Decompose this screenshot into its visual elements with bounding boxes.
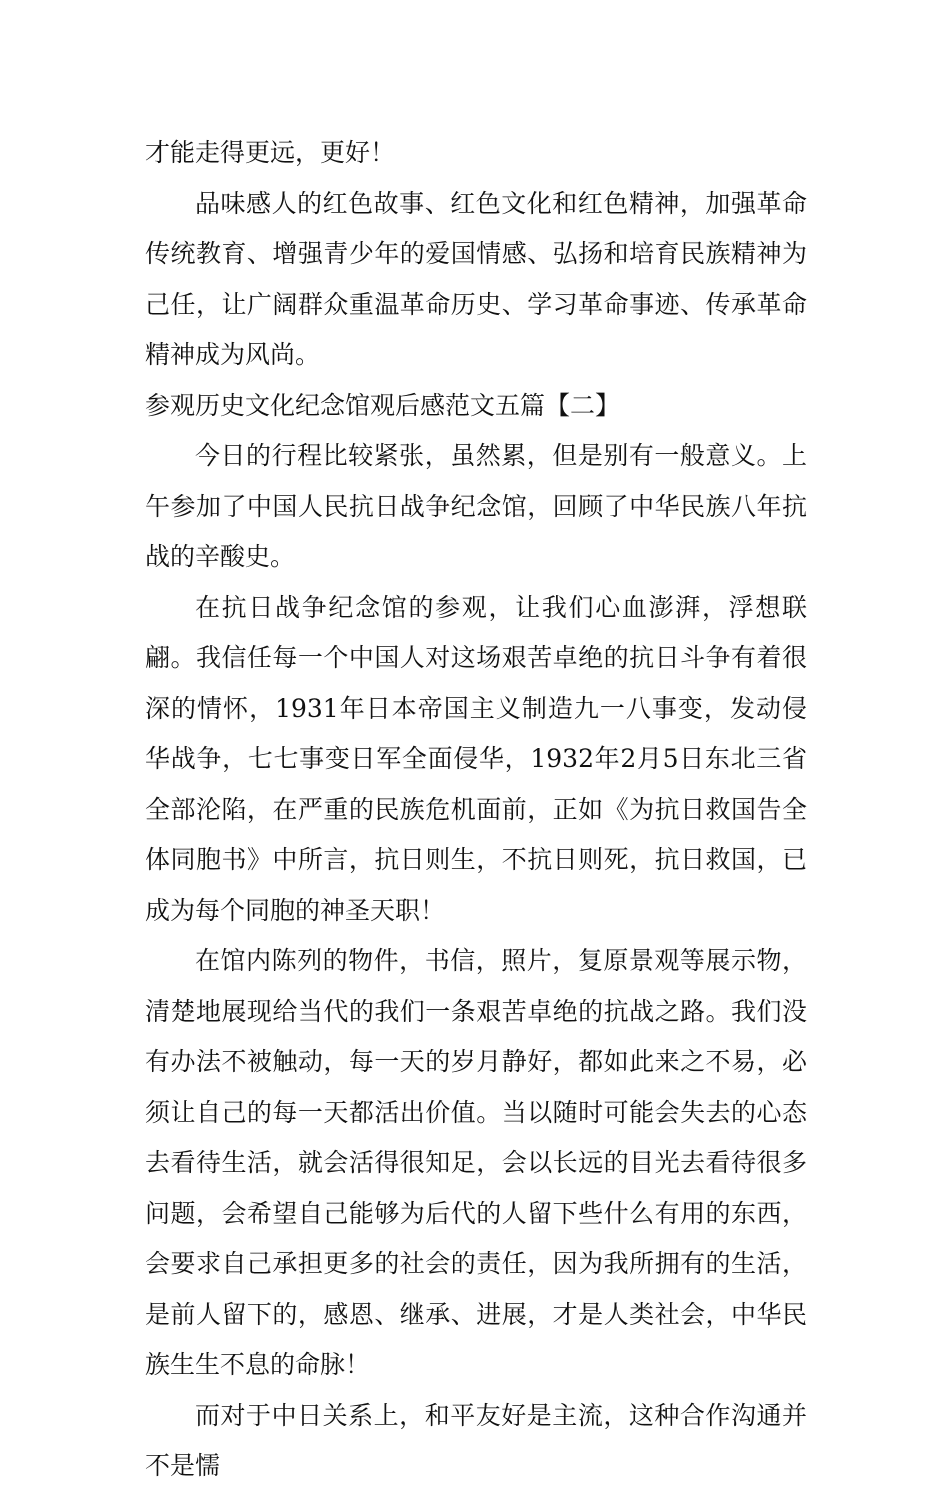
paragraph-exhibits: 在馆内陈列的物件，书信，照片，复原景观等展示物，清楚地展现给当代的我们一条艰苦卓绝的抗战之路。我们没有办法不被触动，每一天的岁月静好，都如此来之不易，必须让自己的每一天都活出价值。当以随时可能会失去的心态去看待生活，就会活得很知足，会以长远的目光去看待很多问题，会希望自己能够为后代的人留下些什么有用的东西，会要求自己承担更多的社会的责任，因为我所拥有的生活，是前人留下的，感恩、继承、进展，才是人类社会，中华民族生生不息的命脉！ <box>145 946 807 1379</box>
paragraph-red-culture: 品味感人的红色故事、红色文化和红色精神，加强革命传统教育、增强青少年的爱国情感、弘扬和培育民族精神为己任，让广阔群众重温革命历史、学习革命事迹、传承革命精神成为风尚。 <box>145 188 807 369</box>
paragraph-itinerary: 今日的行程比较紧张，虽然累，但是别有一般意义。上午参加了中国人民抗日战争纪念馆，回顾了中华民族八年抗战的辛酸史。 <box>145 441 807 571</box>
paragraph-sino-japanese-relations: 而对于中日关系上，和平友好是主流，这种合作沟通并不是懦 <box>145 1400 807 1480</box>
document-body <box>145 128 807 1492</box>
paragraph-museum-visit: 在抗日战争纪念馆的参观，让我们心血澎湃，浮想联翩。我信任每一个中国人对这场艰苦卓绝的抗日斗争有着很深的情怀，1931年日本帝国主义制造九一八事变，发动侵华战争，七七事变日军全面侵华，1932年2月5日东北三省全部沦陷，在严重的民族危机面前，正如《为抗日救国告全体同胞书》中所言，抗日则生，不抗日则死，抗日救国，已成为每个同胞的神圣天职！ <box>145 592 807 925</box>
section-heading: 参观历史文化纪念馆观后感范文五篇【二】 <box>145 390 621 420</box>
paragraph-continuation: 才能走得更远，更好！ <box>145 138 396 167</box>
